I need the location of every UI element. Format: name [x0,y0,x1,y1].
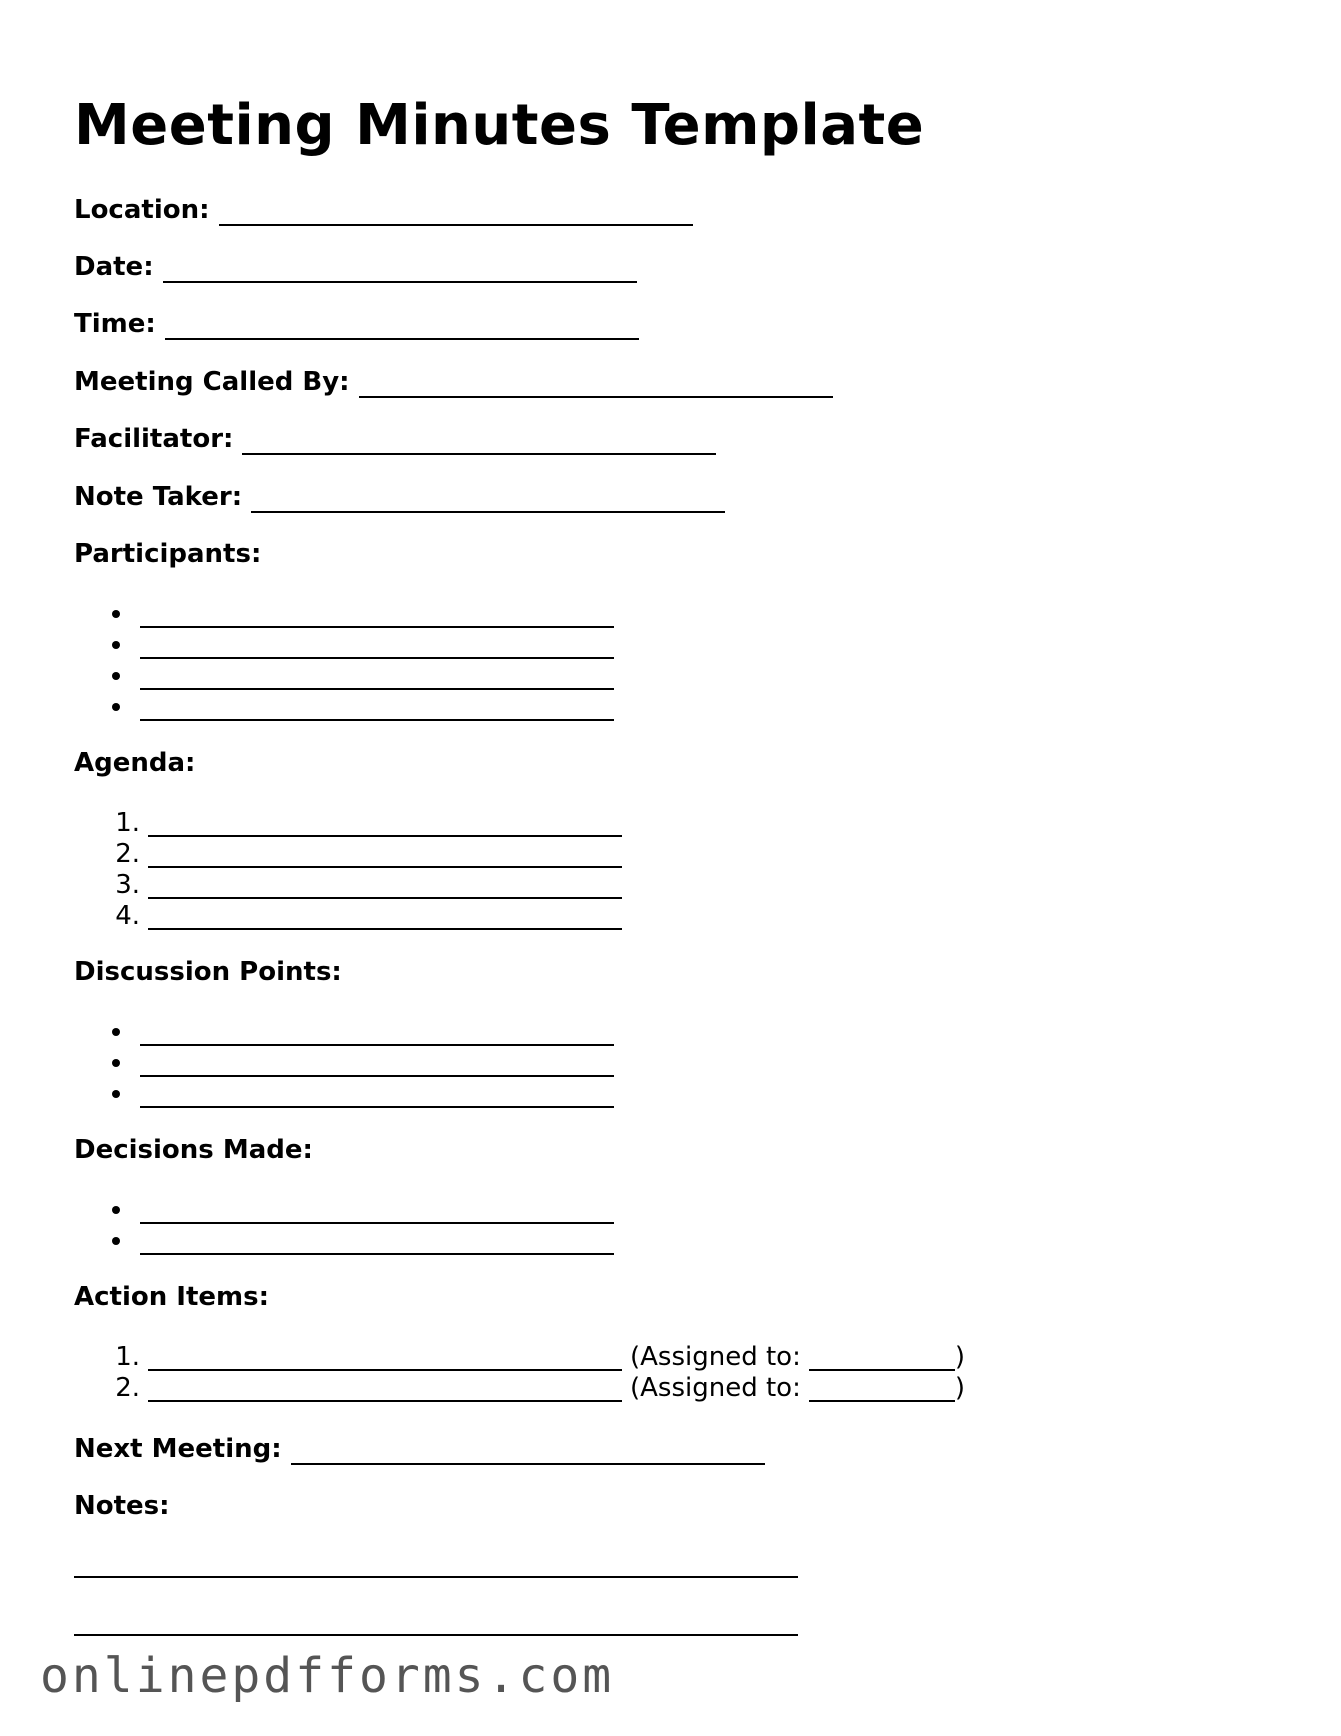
discussion-blank[interactable] [140,1049,614,1077]
action-blank[interactable] [148,1374,622,1402]
facilitator-field [74,423,716,455]
agenda-number: 2. [115,839,140,869]
bullet-icon [112,1028,120,1036]
time-label: Time: [74,309,156,339]
next-meeting-field [74,1433,765,1465]
list-item [108,1015,614,1046]
participant-blank[interactable] [140,631,614,659]
list-item [108,899,622,930]
list-item [108,1340,965,1371]
next-meeting-blank[interactable] [291,1437,765,1465]
bullet-icon [112,1059,120,1067]
called-by-blank[interactable] [359,370,833,398]
agenda-number: 1. [115,808,140,838]
list-item [108,628,614,659]
bullet-icon [112,1237,120,1245]
action-items-list [108,1340,965,1402]
participant-blank[interactable] [140,600,614,628]
agenda-number: 4. [115,901,140,931]
note-taker-field [74,481,725,513]
discussion-list [108,1015,614,1108]
participant-blank[interactable] [140,693,614,721]
decisions-list [108,1193,614,1255]
called-by-field [74,366,833,398]
bullet-icon [112,1206,120,1214]
assignee-blank[interactable] [809,1343,955,1371]
watermark: onlinepdfforms.com [40,1648,615,1704]
agenda-heading: Agenda: [74,748,196,778]
list-item [108,1224,614,1255]
facilitator-blank[interactable] [242,427,716,455]
list-item [108,1371,965,1402]
assigned-label: (Assigned to: [630,1373,801,1403]
notes-blank[interactable] [74,1632,798,1636]
assignee-blank[interactable] [809,1374,955,1402]
agenda-number: 3. [115,870,140,900]
assigned-to [630,1343,965,1371]
agenda-blank[interactable] [148,840,622,868]
bullet-icon [112,610,120,618]
location-field [74,194,693,226]
discussion-blank[interactable] [140,1018,614,1046]
decision-blank[interactable] [140,1227,614,1255]
note-taker-blank[interactable] [251,485,725,513]
action-number: 2. [115,1373,140,1403]
bullet-icon [112,1090,120,1098]
document-title: Meeting Minutes Template [74,93,925,158]
list-item [108,659,614,690]
facilitator-label: Facilitator: [74,424,234,454]
action-number: 1. [115,1342,140,1372]
bullet-icon [112,703,120,711]
discussion-blank[interactable] [140,1080,614,1108]
time-blank[interactable] [165,312,639,340]
bullet-icon [112,672,120,680]
called-by-label: Meeting Called By: [74,367,350,397]
list-item [108,1046,614,1077]
assigned-label: (Assigned to: [630,1342,801,1372]
participants-list [108,597,614,721]
action-blank[interactable] [148,1343,622,1371]
agenda-blank[interactable] [148,871,622,899]
agenda-blank[interactable] [148,809,622,837]
agenda-list [108,806,622,930]
list-item [108,690,614,721]
notes-blank[interactable] [74,1574,798,1578]
decision-blank[interactable] [140,1196,614,1224]
assigned-close: ) [954,1342,966,1372]
decisions-heading: Decisions Made: [74,1135,313,1165]
assigned-to [630,1374,965,1402]
list-item [108,868,622,899]
list-item [108,1193,614,1224]
date-blank[interactable] [163,255,637,283]
participant-blank[interactable] [140,662,614,690]
list-item [108,806,622,837]
list-item [108,1077,614,1108]
date-field [74,251,637,283]
list-item [108,837,622,868]
location-blank[interactable] [219,198,693,226]
next-meeting-label: Next Meeting: [74,1434,282,1464]
time-field [74,308,639,340]
agenda-blank[interactable] [148,902,622,930]
participants-heading: Participants: [74,539,262,569]
date-label: Date: [74,252,154,282]
bullet-icon [112,641,120,649]
list-item [108,597,614,628]
note-taker-label: Note Taker: [74,482,243,512]
discussion-heading: Discussion Points: [74,957,342,987]
notes-heading: Notes: [74,1491,170,1521]
action-items-heading: Action Items: [74,1282,269,1312]
assigned-close: ) [954,1373,966,1403]
location-label: Location: [74,195,210,225]
